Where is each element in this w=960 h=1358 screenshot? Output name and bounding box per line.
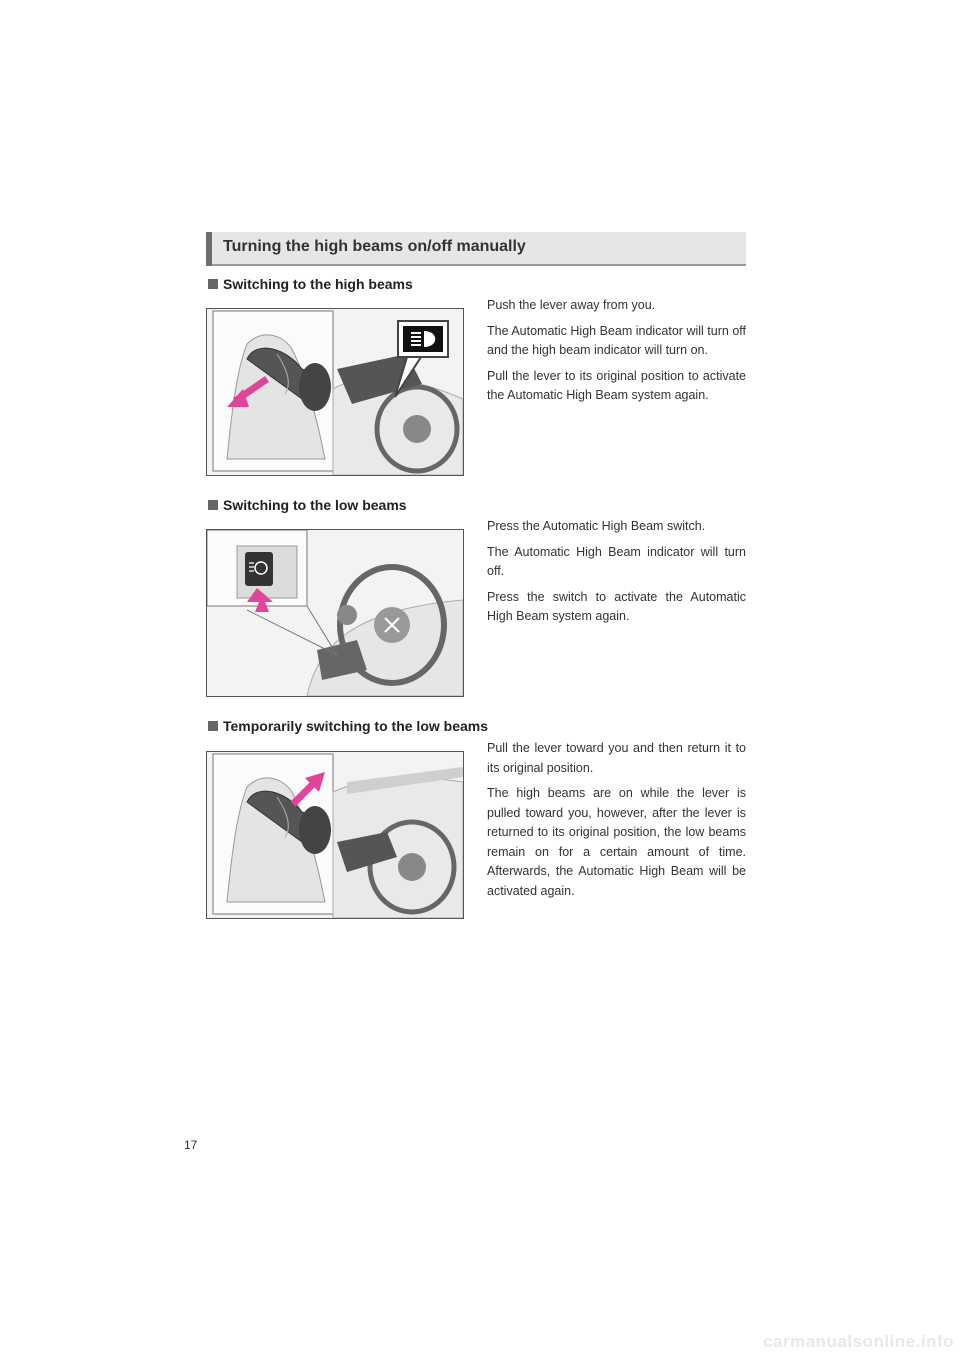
paragraph: The Automatic High Beam indicator will turn off. [487,544,746,578]
auto-high-beam-switch-illustration [206,529,464,697]
section-header-bar [206,232,212,266]
subheading-low-beams: Switching to the low beams [208,497,407,513]
paragraph: The Automatic High Beam indicator will turn off and the high beam indicator will turn on. [487,323,746,357]
watermark: carmanualsonline.info [763,1332,954,1351]
paragraph: Press the Automatic High Beam switch. [487,519,706,533]
paragraph: Pull the lever to its original position to activate the Automatic High Beam system again. [487,368,746,402]
square-bullet-icon [208,279,218,289]
square-bullet-icon [208,500,218,510]
section-title: Turning the high beams on/off manually [223,238,526,255]
section-header [206,232,746,266]
square-bullet-icon [208,721,218,731]
auto-high-beam-switch-icon [245,552,273,586]
subsection-1-text [487,296,746,412]
subsection-2-text [487,517,746,633]
paragraph: Push the lever away from you. [487,298,656,312]
subheading-high-beams: Switching to the high beams [208,276,413,292]
paragraph: Pull the lever toward you and then return it to its original position. [487,741,746,775]
high-beam-indicator-icon [403,326,443,352]
lever-push-away-illustration [206,308,464,476]
page-number: 17 [184,1138,198,1152]
lever-pull-toward-illustration [206,751,464,919]
paragraph: Press the switch to activate the Automatic High Beam system again. [487,589,746,623]
paragraph: The high beams are on while the lever is pulled toward you, however, after the lever is returned to its original position, the low beams remain on for a certain amount of time. Afterwards, the Automatic High Beam will be activated again. [487,786,746,898]
subheading-temporary-low-beams: Temporarily switching to the low beams [208,718,488,734]
subsection-3-text [487,739,746,907]
